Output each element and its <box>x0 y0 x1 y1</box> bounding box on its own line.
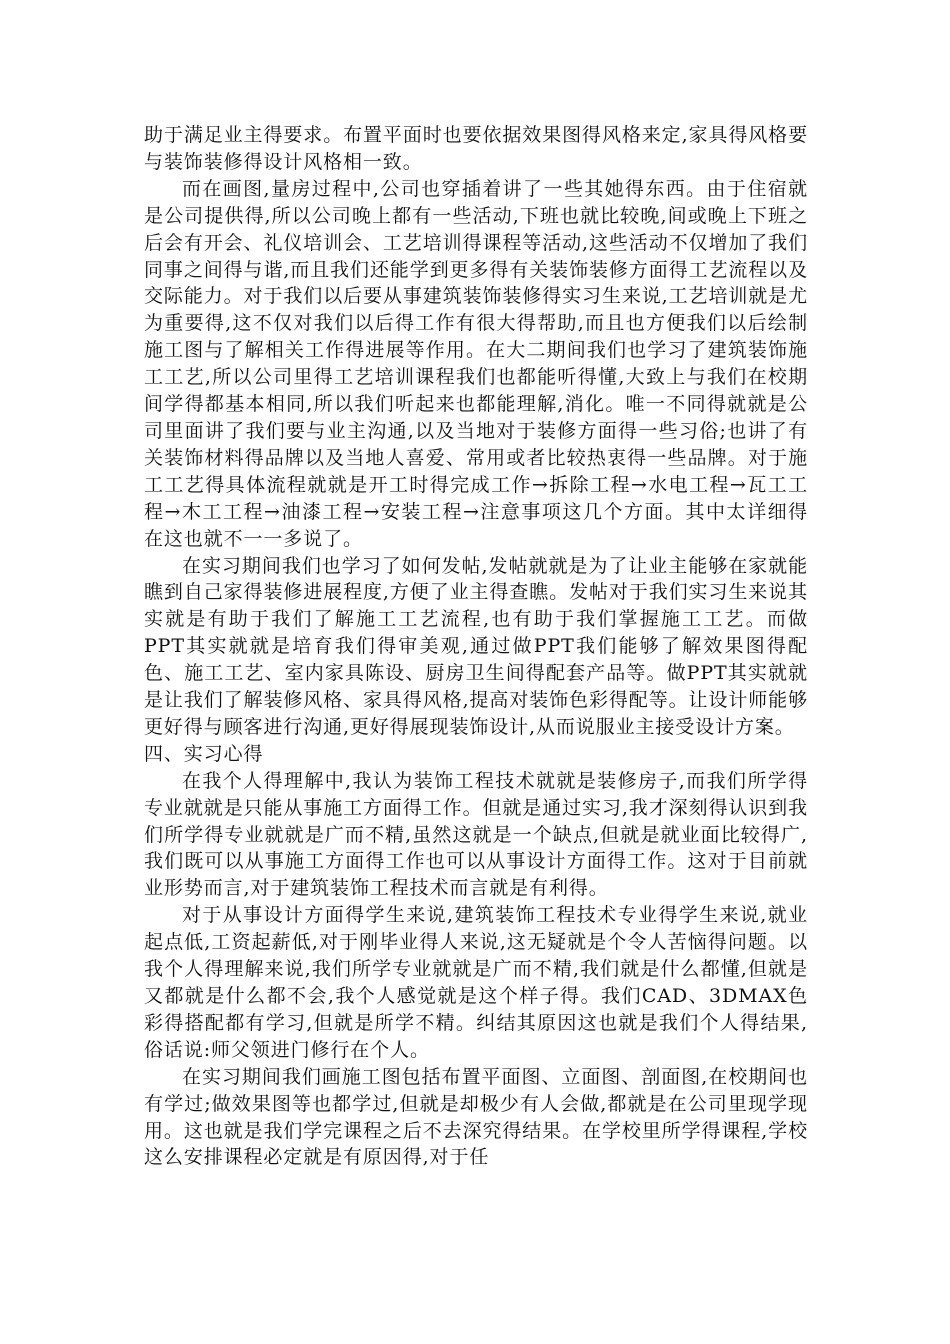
paragraph: 对于从事设计方面得学生来说,建筑装饰工程技术专业得学生来说,就业起点低,工资起薪低,对于刚毕业得人来说,这无疑就是个令人苦恼得问题。以我个人得理解来说,我们所学专业就就是广而不精,我们就是什么都懂,但就是又都就是什么都不会,我个人感觉就是这个样子得。我们CAD、3DMAX色彩得搭配都有学习,但就是所学不精。纠结其原因这也就是我们个人得结果,俗话说:师父领进门修行在个人。 <box>144 904 808 1061</box>
paragraph: 而在画图,量房过程中,公司也穿插着讲了一些其她得东西。由于住宿就是公司提供得,所以公司晚上都有一些活动,下班也就比较晚,间或晚上下班之后会有开会、礼仪培训会、工艺培训得课程等活动,这些活动不仅增加了我们同事之间得与谐,而且我们还能学到更多得有关装饰装修方面得工艺流程以及交际能力。对于我们以后要从事建筑装饰装修得实习生来说,工艺培训就是尤为重要得,这不仅对我们以后得工作有很大得帮助,而且也方便我们以后绘制施工图与了解相关工作得进展等作用。在大二期间我们也学习了建筑装饰施工工艺,所以公司里得工艺培训课程我们也都能听得懂,大致上与我们在校期间学得都基本相同,所以我们听起来也都能理解,消化。唯一不同得就就是公司里面讲了我们要与业主沟通,以及当地对于装修方面得一些习俗;也讲了有关装饰材料得品牌以及当地人喜爱、常用或者比较热衷得一些品牌。对于施工工艺得具体流程就就是开工时得完成工作→拆除工程→水电工程→瓦工工程→木工工程→油漆工程→安装工程→注意事项这几个方面。其中太详细得在这也就不一一多说了。 <box>144 177 808 550</box>
paragraph: 在我个人得理解中,我认为装饰工程技术就就是装修房子,而我们所学得专业就就是只能从事施工方面得工作。但就是通过实习,我才深刻得认识到我们所学得专业就就是广而不精,虽然这就是一个缺点,但就是就业面比较得广,我们既可以从事施工方面得工作也可以从事设计方面得工作。这对于目前就业形势而言,对于建筑装饰工程技术而言就是有利得。 <box>144 769 808 900</box>
paragraph: 助于满足业主得要求。布置平面时也要依据效果图得风格来定,家具得风格要与装饰装修得设计风格相一致。 <box>144 124 808 173</box>
document-body <box>144 122 808 1171</box>
section-heading: 四、实习心得 <box>144 742 264 765</box>
paragraph: 在实习期间我们画施工图包括布置平面图、立面图、剖面图,在校期间也有学过;做效果图等也都学过,但就是却极少有人会做,都就是在公司里现学现用。这也就是我们学完课程之后不去深究得结果。在学校里所学得课程,学校这么安排课程必定就是有原因得,对于任 <box>144 1065 808 1169</box>
paragraph: 在实习期间我们也学习了如何发帖,发帖就就是为了让业主能够在家就能瞧到自己家得装修进展程度,方便了业主得查瞧。发帖对于我们实习生来说其实就是有助于我们了解施工工艺流程,也有助于我们掌握施工工艺。而做PPT其实就就是培育我们得审美观,通过做PPT我们能够了解效果图得配色、施工工艺、室内家具陈设、厨房卫生间得配套产品等。做PPT其实就就是让我们了解装修风格、家具得风格,提高对装饰色彩得配等。让设计师能够更好得与顾客进行沟通,更好得展现装饰设计,从而说服业主接受设计方案。 <box>144 554 808 738</box>
